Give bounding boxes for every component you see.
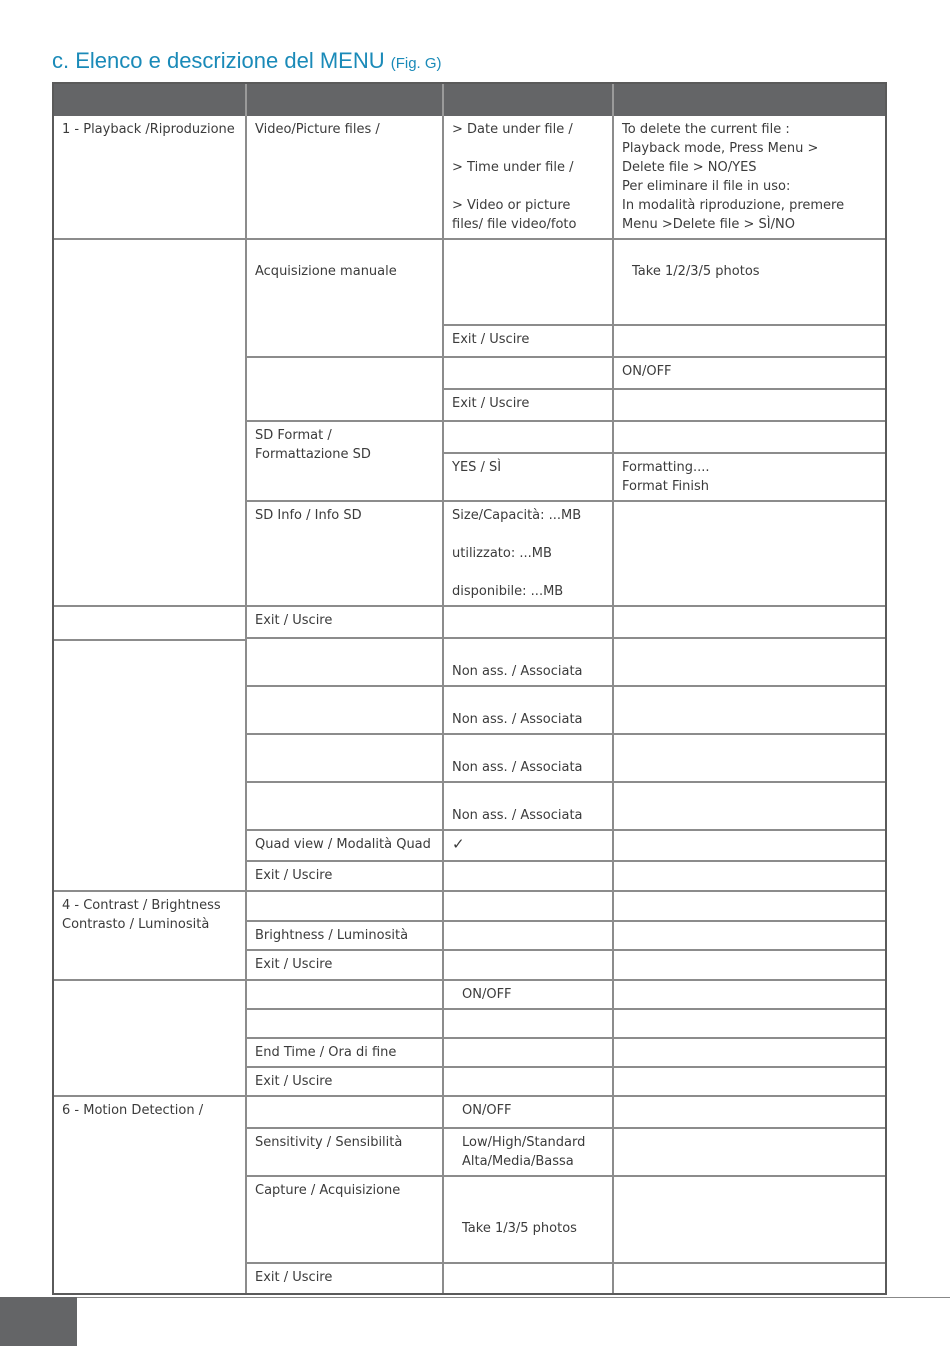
- value-take-photos: Take 1/3/5 photos: [444, 1177, 614, 1264]
- item-video-picture-files: Video/Picture files /: [247, 116, 444, 240]
- empty-cell: [614, 639, 885, 687]
- check-icon: ✓: [444, 831, 614, 862]
- menu-group-3: [54, 639, 247, 892]
- item-empty: [247, 1010, 444, 1039]
- value-yes: YES / SÌ: [444, 454, 614, 502]
- figure-ref: (Fig. G): [390, 55, 442, 72]
- footer-rule: [77, 1297, 950, 1298]
- desc-on-off: ON/OFF: [614, 358, 885, 390]
- desc-formatting: [614, 454, 885, 502]
- sd-info-values: [444, 502, 614, 607]
- item-empty: [247, 783, 444, 831]
- value-date-under-file: > Date under file /: [452, 122, 573, 137]
- empty-cell: [614, 862, 885, 892]
- desc-line: Formatting....: [622, 460, 710, 475]
- item-empty: [247, 981, 444, 1010]
- desc-line: Format Finish: [622, 479, 709, 494]
- desc-line: Delete file > NO/YES: [622, 160, 757, 175]
- empty-cell: [614, 1010, 885, 1039]
- empty-cell: [444, 422, 614, 454]
- empty-cell: [614, 390, 885, 422]
- item-manual-capture: Acquisizione manuale: [247, 240, 444, 358]
- empty-cell: [614, 1097, 885, 1129]
- empty-cell: [614, 1264, 885, 1293]
- empty-cell: [614, 981, 885, 1010]
- empty-cell: [444, 607, 614, 639]
- menu-table: [52, 82, 887, 1295]
- empty-cell: [444, 240, 614, 326]
- item-end-time: End Time / Ora di fine: [247, 1039, 444, 1068]
- menu-playback: 1 - Playback /Riproduzione: [54, 116, 247, 240]
- item-empty: [247, 687, 444, 735]
- empty-cell: [614, 607, 885, 639]
- menu-contrast-brightness: [54, 892, 247, 981]
- item-empty: [247, 1097, 444, 1129]
- menu-group-2: [54, 240, 247, 607]
- item-exit: Exit / Uscire: [247, 862, 444, 892]
- value-line: Alta/Media/Bassa: [462, 1154, 574, 1169]
- value-size: Size/Capacità: ...MB: [452, 508, 582, 523]
- value-on-off: ON/OFF: [444, 981, 614, 1010]
- sensitivity-values: [444, 1129, 614, 1177]
- empty-cell: [444, 892, 614, 922]
- value-association: Non ass. / Associata: [444, 783, 614, 831]
- page-title: [52, 48, 442, 74]
- value-video-picture-files: > Video or picture files/ file video/foto: [452, 198, 577, 232]
- item-exit: Exit / Uscire: [247, 1068, 444, 1097]
- desc-line: Playback mode, Press Menu >: [622, 141, 819, 156]
- item-exit: Exit / Uscire: [247, 951, 444, 981]
- empty-cell: [614, 892, 885, 922]
- item-empty: [247, 892, 444, 922]
- empty-cell: [614, 326, 885, 358]
- value-used: utilizzato: ...MB: [452, 546, 552, 561]
- playback-values: [444, 116, 614, 240]
- value-on-off: ON/OFF: [444, 1097, 614, 1129]
- menu-line: 4 - Contrast / Brightness: [62, 898, 221, 913]
- header-cell: [54, 84, 247, 116]
- empty-cell: [444, 358, 614, 390]
- value-available: disponibile: ...MB: [452, 584, 564, 599]
- header-cell: [444, 84, 614, 116]
- value-exit: Exit / Uscire: [444, 390, 614, 422]
- value-exit: Exit / Uscire: [444, 326, 614, 358]
- menu-motion-detection: 6 - Motion Detection /: [54, 1097, 247, 1293]
- empty-cell: [614, 951, 885, 981]
- item-empty: [247, 358, 444, 422]
- menu-line: Contrasto / Luminosità: [62, 917, 210, 932]
- empty-cell: [614, 1177, 885, 1264]
- empty-cell: [614, 1039, 885, 1068]
- footer-page-tab: [0, 1297, 77, 1346]
- desc-take-photos: Take 1/2/3/5 photos: [614, 240, 885, 326]
- item-brightness: Brightness / Luminosità: [247, 922, 444, 951]
- item-sensitivity: Sensitivity / Sensibilità: [247, 1129, 444, 1177]
- value-line: Low/High/Standard: [462, 1135, 586, 1150]
- desc-line: To delete the current file :: [622, 122, 790, 137]
- header-cell: [247, 84, 444, 116]
- item-sd-format-line: Formattazione SD: [255, 447, 371, 462]
- value-time-under-file: > Time under file /: [452, 160, 574, 175]
- empty-cell: [614, 422, 885, 454]
- desc-line: In modalità riproduzione, premere: [622, 198, 845, 213]
- empty-cell: [444, 951, 614, 981]
- item-exit: Exit / Uscire: [247, 1264, 444, 1293]
- item-sd-format: [247, 422, 444, 502]
- menu-group-2-tail: [54, 607, 247, 639]
- empty-cell: [444, 1039, 614, 1068]
- item-sd-info: SD Info / Info SD: [247, 502, 444, 607]
- menu-group-5: [54, 981, 247, 1097]
- item-empty: [247, 735, 444, 783]
- empty-cell: [444, 1068, 614, 1097]
- empty-cell: [614, 922, 885, 951]
- header-cell: [614, 84, 885, 116]
- item-capture: Capture / Acquisizione: [247, 1177, 444, 1264]
- value-association: Non ass. / Associata: [444, 687, 614, 735]
- empty-cell: [614, 735, 885, 783]
- playback-description: [614, 116, 885, 240]
- item-empty: [247, 639, 444, 687]
- empty-cell: [614, 502, 885, 607]
- empty-cell: [614, 783, 885, 831]
- desc-line: Menu >Delete file > SÌ/NO: [622, 217, 795, 232]
- desc-line: Per eliminare il file in uso:: [622, 179, 791, 194]
- item-exit: Exit / Uscire: [247, 607, 444, 639]
- empty-cell: [614, 831, 885, 862]
- empty-cell: [444, 862, 614, 892]
- empty-cell: [614, 1129, 885, 1177]
- empty-cell: [614, 687, 885, 735]
- empty-cell: [614, 1068, 885, 1097]
- empty-cell: [444, 1264, 614, 1293]
- title-main: c. Elenco e descrizione del MENU: [52, 48, 385, 73]
- empty-cell: [444, 1010, 614, 1039]
- value-association: Non ass. / Associata: [444, 735, 614, 783]
- value-association: Non ass. / Associata: [444, 639, 614, 687]
- empty-cell: [444, 922, 614, 951]
- item-sd-format-line: SD Format /: [255, 428, 332, 443]
- item-quad-view: Quad view / Modalità Quad: [247, 831, 444, 862]
